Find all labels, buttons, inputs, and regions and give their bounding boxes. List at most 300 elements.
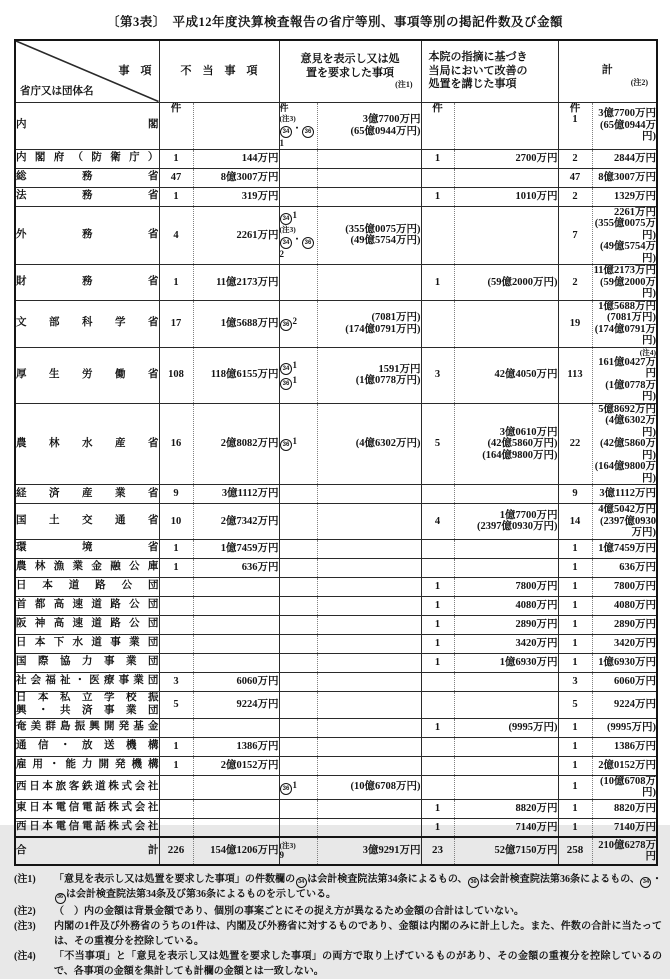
agency-name-cell: 内 閣 府 （ 防 衛 庁 ） — [15, 149, 159, 168]
header-wrongful-items: 不 当 事 項 — [159, 40, 279, 102]
table-row — [15, 485, 657, 504]
opinion-amount-cell — [317, 187, 421, 206]
header-total: 計 (注2) — [558, 40, 657, 102]
remedial-amount-cell — [454, 558, 558, 577]
agency-name-cell: 内 閣 — [15, 102, 159, 149]
wrongful-amount-cell — [193, 577, 279, 596]
agency-name-cell: 西 日 本 電 信 電 話 株 式 会 社 — [15, 818, 159, 837]
corner-label-item: 事 項 — [118, 65, 152, 77]
wrongful-amount-cell: 11億2173万円 — [193, 265, 279, 301]
total-amount-cell: (注4) 161億0427万円 (1億0778万円) — [592, 347, 657, 403]
table-row — [15, 634, 657, 653]
remedial-count-cell — [421, 539, 454, 558]
remedial-amount-cell: 2700万円 — [454, 149, 558, 168]
footnote-label: (注1) — [14, 874, 36, 885]
wrongful-count-cell: 47 — [159, 168, 193, 187]
total-count-cell: 7 — [558, 206, 592, 265]
circled-36-icon: 36 — [302, 126, 314, 138]
remedial-amount-cell — [454, 672, 558, 691]
total-amount-cell: 9224万円 — [592, 691, 657, 718]
agency-name-cell: 財 務 省 — [15, 265, 159, 301]
total-amount-cell: 11億2173万円 (59億2000万円) — [593, 265, 657, 299]
agency-name-cell: 雇 用 ・ 能 力 開 発 機 構 — [15, 756, 159, 775]
opinion-marks-cell — [279, 756, 317, 775]
circled-34-icon: 34 — [296, 877, 307, 888]
opinion-marks-cell: 36 2 — [279, 300, 317, 347]
table-row — [15, 718, 657, 737]
wrongful-amount-cell — [193, 596, 279, 615]
agency-name-cell: 農 林 水 産 省 — [15, 403, 159, 485]
agency-name-cell: 日 本 私 立 学 校 振 興 ・ 共 済 事 業 団 — [15, 691, 159, 718]
wrongful-count-cell — [159, 596, 193, 615]
remedial-amount-cell: 3億0610万円 (42億5860万円) (164億9800万円) — [454, 403, 558, 485]
total-count-cell: 9 — [558, 485, 592, 504]
grand-total-row — [15, 837, 657, 865]
circled-34-icon: 34 — [280, 213, 292, 225]
agency-name-cell: 国 際 協 力 事 業 団 — [15, 653, 159, 672]
total-count-cell: 14 — [558, 504, 592, 540]
wrongful-amount-cell: 1386万円 — [193, 737, 279, 756]
total-count-cell: 1 — [558, 634, 592, 653]
remedial-amount-cell — [454, 485, 558, 504]
table-row — [15, 504, 657, 540]
wrongful-amount-cell: 1億5688万円 — [193, 300, 279, 347]
wrongful-count-cell: 10 — [159, 504, 193, 540]
footnote-label: (注4) — [14, 951, 36, 962]
agency-name-cell: 厚 生 労 働 省 — [15, 347, 159, 403]
remedial-count-cell — [421, 691, 454, 718]
wrongful-count-cell: 1 — [159, 149, 193, 168]
wrongful-amount-cell — [193, 615, 279, 634]
total-count-cell: 2 — [558, 149, 592, 168]
footnote-text: 「意見を表示し又は処置を要求した事項」の件数欄の 34 は会計検査院法第34条によるもの、 36 は会計検査院法第36条によるもの、 34 ・36 は会計検査院法第34条及び第36条によるものを示している。 — [54, 873, 662, 904]
wrongful-amount-cell: 319万円 — [193, 187, 279, 206]
table-row — [15, 756, 657, 775]
total-amount-cell: 636万円 — [592, 558, 657, 577]
agency-name-cell: 首 都 高 速 道 路 公 団 — [15, 596, 159, 615]
circled-36-icon: 36 — [280, 319, 292, 331]
wrongful-amount-cell — [193, 653, 279, 672]
agency-name-cell: 経 済 産 業 省 — [15, 485, 159, 504]
opinion-marks-cell — [279, 168, 317, 187]
footnotes — [14, 873, 662, 979]
wrongful-count-cell — [159, 577, 193, 596]
wrongful-count-cell: 108 — [159, 347, 193, 403]
wrongful-count-cell: 4 — [159, 206, 193, 265]
opinion-amount-cell — [317, 539, 421, 558]
wrongful-count-cell: 5 — [159, 691, 193, 718]
wrongful-amount-cell — [193, 799, 279, 818]
opinion-amount-cell — [317, 149, 421, 168]
wrongful-count-cell — [159, 799, 193, 818]
circled-36-icon: 36 — [302, 237, 314, 249]
opinion-amount-cell — [317, 653, 421, 672]
total-count-cell: 1 — [558, 577, 592, 596]
remedial-count-cell: 件 — [421, 102, 454, 149]
total-count-cell: 1 — [558, 775, 592, 799]
remedial-amount-cell: (59億2000万円) — [454, 265, 558, 301]
circled-34-icon: 34 — [280, 126, 292, 138]
opinion-amount-cell — [317, 558, 421, 577]
total-amount-cell: 2844万円 — [592, 149, 657, 168]
remedial-amount-cell — [454, 300, 558, 347]
wrongful-count-cell: 1 — [159, 187, 193, 206]
remedial-amount-cell: 42億4050万円 — [454, 347, 558, 403]
total-amount-cell: 8億3007万円 — [592, 168, 657, 187]
remedial-amount-cell — [454, 737, 558, 756]
agency-name-cell: 合 計 — [15, 837, 159, 865]
table-row — [15, 265, 657, 301]
wrongful-count-cell: 1 — [159, 558, 193, 577]
opinion-marks-cell — [279, 818, 317, 837]
remedial-count-cell: 3 — [421, 347, 454, 403]
opinion-marks-cell — [279, 504, 317, 540]
table-row — [15, 653, 657, 672]
remedial-amount-cell — [454, 691, 558, 718]
opinion-marks-cell: (注3) 9 — [279, 837, 317, 865]
opinion-marks-cell — [279, 634, 317, 653]
opinion-amount-cell — [317, 265, 421, 301]
total-amount-cell: 4億5042万円 (2397億0930万円) — [592, 504, 657, 540]
opinion-amount-cell: (4億6302万円) — [317, 403, 421, 485]
wrongful-amount-cell: 8億3007万円 — [193, 168, 279, 187]
table-row — [15, 691, 657, 718]
total-amount-cell: 3億7700万円 (65億0944万円) — [592, 102, 657, 149]
total-amount-cell: 8820万円 — [592, 799, 657, 818]
remedial-amount-cell: 7140万円 — [454, 818, 558, 837]
opinion-amount-cell — [317, 485, 421, 504]
total-amount-cell: 2261万円 (355億0075万円) (49億5754万円) — [592, 206, 657, 265]
agency-name-cell: 日 本 道 路 公 団 — [15, 577, 159, 596]
remedial-count-cell — [421, 756, 454, 775]
total-count-cell: 1 — [558, 615, 592, 634]
opinion-amount-cell: 1591万円 (1億0778万円) — [317, 347, 421, 403]
remedial-count-cell: 5 — [421, 403, 454, 485]
circled-34-icon: 34 — [640, 877, 651, 888]
remedial-count-cell — [421, 737, 454, 756]
footnote-text: （ ）内の金額は背景金額であり、個別の事案ごとにその捉え方が異なるため金額の合計はしていない。 — [54, 905, 524, 917]
total-amount-cell: 5億8692万円 (4億6302万円) (42億5860万円) (164億9800万円) — [592, 403, 657, 485]
total-amount-cell: 1億6930万円 — [592, 653, 657, 672]
total-count-cell: 1 — [558, 539, 592, 558]
remedial-count-cell: 1 — [421, 718, 454, 737]
table-row — [15, 558, 657, 577]
total-amount-cell: 3420万円 — [592, 634, 657, 653]
wrongful-amount-cell — [193, 818, 279, 837]
table-row — [15, 596, 657, 615]
table-row — [15, 577, 657, 596]
total-amount-cell: (10億6708万円) — [592, 775, 657, 799]
remedial-amount-cell: 52億7150万円 — [454, 837, 558, 865]
opinion-amount-cell: 3億7700万円 (65億0944万円) — [317, 102, 421, 149]
wrongful-count-cell: 17 — [159, 300, 193, 347]
remedial-count-cell: 4 — [421, 504, 454, 540]
remedial-count-cell — [421, 168, 454, 187]
wrongful-amount-cell: 6060万円 — [193, 672, 279, 691]
total-count-cell: 3 — [558, 672, 592, 691]
opinion-amount-cell: (7081万円) (174億0791万円) — [317, 300, 421, 347]
total-count-cell: 258 — [558, 837, 592, 865]
opinion-marks-cell: 34 1 (注3) 34 ・ 362 — [279, 206, 317, 265]
agency-name-cell: 外 務 省 — [15, 206, 159, 265]
footnote — [14, 920, 662, 949]
remedial-amount-cell: 8820万円 — [454, 799, 558, 818]
remedial-count-cell: 1 — [421, 265, 454, 301]
wrongful-count-cell — [159, 718, 193, 737]
opinion-amount-cell — [317, 634, 421, 653]
opinion-amount-cell — [317, 818, 421, 837]
header-row — [15, 40, 657, 102]
total-amount-cell: 3億1112万円 — [592, 485, 657, 504]
wrongful-amount-cell: 2261万円 — [193, 206, 279, 265]
table-row — [15, 672, 657, 691]
opinion-amount-cell — [317, 615, 421, 634]
wrongful-count-cell — [159, 818, 193, 837]
total-count-cell: 1 — [558, 596, 592, 615]
table-row — [15, 403, 657, 485]
agency-name-cell: 農 林 漁 業 金 融 公 庫 — [15, 558, 159, 577]
total-amount-cell: (9995万円) — [592, 718, 657, 737]
wrongful-count-cell: 1 — [159, 737, 193, 756]
wrongful-amount-cell — [193, 718, 279, 737]
total-count-cell: 件 1 — [558, 102, 592, 149]
remedial-amount-cell: 7800万円 — [454, 577, 558, 596]
remedial-amount-cell: 1億7700万円 (2397億0930万円) — [454, 504, 558, 540]
wrongful-amount-cell: 1億7459万円 — [193, 539, 279, 558]
opinion-marks-cell: 36 1 — [279, 403, 317, 485]
opinion-amount-cell — [317, 799, 421, 818]
footnote — [14, 905, 662, 920]
remedial-count-cell: 1 — [421, 653, 454, 672]
wrongful-count-cell: 1 — [159, 756, 193, 775]
opinion-marks-cell — [279, 187, 317, 206]
remedial-count-cell — [421, 775, 454, 799]
opinion-amount-cell — [317, 596, 421, 615]
remedial-amount-cell — [454, 102, 558, 149]
wrongful-amount-cell: 3億1112万円 — [193, 485, 279, 504]
remedial-count-cell: 1 — [421, 577, 454, 596]
wrongful-count-cell — [159, 634, 193, 653]
agency-name-cell: 東 日 本 電 信 電 話 株 式 会 社 — [15, 799, 159, 818]
opinion-marks-cell — [279, 149, 317, 168]
remedial-count-cell: 23 — [421, 837, 454, 865]
total-amount-cell: 1329万円 — [592, 187, 657, 206]
wrongful-amount-cell — [193, 634, 279, 653]
opinion-amount-cell — [317, 168, 421, 187]
table-row — [15, 102, 657, 149]
table-row — [15, 206, 657, 265]
total-amount-cell: 1億7459万円 — [592, 539, 657, 558]
table-row — [15, 300, 657, 347]
remedial-count-cell — [421, 206, 454, 265]
wrongful-count-cell — [159, 615, 193, 634]
opinion-amount-cell — [317, 718, 421, 737]
table-row — [15, 539, 657, 558]
agency-name-cell: 文 部 科 学 省 — [15, 300, 159, 347]
wrongful-amount-cell — [193, 102, 279, 149]
remedial-count-cell: 1 — [421, 187, 454, 206]
wrongful-count-cell: 1 — [159, 539, 193, 558]
total-count-cell: 1 — [558, 799, 592, 818]
remedial-amount-cell: 4080万円 — [454, 596, 558, 615]
total-count-cell: 2 — [558, 265, 592, 301]
remedial-amount-cell — [454, 539, 558, 558]
circled-36-icon: 36 — [55, 893, 66, 904]
circled-36-icon: 36 — [280, 783, 292, 795]
total-amount-cell: 1386万円 — [592, 737, 657, 756]
remedial-amount-cell — [454, 756, 558, 775]
opinion-amount-cell — [317, 756, 421, 775]
remedial-count-cell: 1 — [421, 634, 454, 653]
opinion-marks-cell — [279, 691, 317, 718]
opinion-marks-cell — [279, 265, 317, 301]
agency-name-cell: 国 土 交 通 省 — [15, 504, 159, 540]
opinion-marks-cell — [279, 558, 317, 577]
total-count-cell: 19 — [558, 300, 592, 347]
wrongful-amount-cell: 9224万円 — [193, 691, 279, 718]
remedial-count-cell — [421, 485, 454, 504]
total-count-cell: 1 — [558, 737, 592, 756]
opinion-marks-cell — [279, 653, 317, 672]
opinion-marks-cell: 36 1 — [279, 775, 317, 799]
table-row — [15, 168, 657, 187]
agency-name-cell: 通 信 ・ 放 送 機 構 — [15, 737, 159, 756]
audit-table — [14, 39, 658, 866]
table-row — [15, 818, 657, 837]
total-amount-cell: 1億5688万円 (7081万円) (174億0791万円) — [592, 300, 657, 347]
footnote — [14, 873, 662, 904]
agency-name-cell: 阪 神 高 速 道 路 公 団 — [15, 615, 159, 634]
opinion-amount-cell — [317, 737, 421, 756]
wrongful-count-cell: 3 — [159, 672, 193, 691]
table-row — [15, 737, 657, 756]
opinion-amount-cell — [317, 672, 421, 691]
total-amount-cell: 7800万円 — [592, 577, 657, 596]
wrongful-count-cell: 件 — [159, 102, 193, 149]
wrongful-amount-cell: 636万円 — [193, 558, 279, 577]
opinion-marks-cell — [279, 615, 317, 634]
agency-name-cell: 日 本 下 水 道 事 業 団 — [15, 634, 159, 653]
remedial-count-cell: 1 — [421, 149, 454, 168]
circled-36-icon: 36 — [468, 877, 479, 888]
page-title: 〔第3表〕 平成12年度決算検査報告の省庁等別、事項等別の掲記件数及び金額 — [106, 15, 563, 29]
opinion-marks-cell — [279, 577, 317, 596]
wrongful-amount-cell: 118億6155万円 — [193, 347, 279, 403]
total-amount-cell: 210億6278万円 — [592, 837, 657, 865]
table-row — [15, 615, 657, 634]
table-row — [15, 775, 657, 799]
total-count-cell: 1 — [558, 756, 592, 775]
total-amount-cell: 2890万円 — [592, 615, 657, 634]
opinion-marks-cell — [279, 718, 317, 737]
footnote-label: (注2) — [14, 905, 36, 917]
opinion-amount-cell — [317, 504, 421, 540]
opinion-marks-cell — [279, 737, 317, 756]
table-row — [15, 149, 657, 168]
wrongful-amount-cell: 154億1206万円 — [193, 837, 279, 865]
opinion-amount-cell — [317, 577, 421, 596]
remedial-count-cell: 1 — [421, 799, 454, 818]
remedial-amount-cell — [454, 168, 558, 187]
wrongful-amount-cell — [193, 775, 279, 799]
wrongful-amount-cell: 2億8082万円 — [193, 403, 279, 485]
agency-name-cell: 環 境 省 — [15, 539, 159, 558]
remedial-amount-cell — [454, 775, 558, 799]
note2-ref: (注2) — [630, 77, 649, 87]
opinion-marks-cell — [279, 539, 317, 558]
remedial-count-cell: 1 — [421, 818, 454, 837]
agency-name-cell: 総 務 省 — [15, 168, 159, 187]
wrongful-count-cell — [159, 775, 193, 799]
opinion-marks-cell: 34 1 36 1 — [279, 347, 317, 403]
opinion-amount-cell: 3億9291万円 — [317, 837, 421, 865]
wrongful-count-cell: 16 — [159, 403, 193, 485]
total-amount-cell: 6060万円 — [592, 672, 657, 691]
opinion-marks-cell: 件 (注3) 34 ・ 361 — [279, 102, 317, 149]
footnote — [14, 950, 662, 979]
footnote-text: 内閣の1件及び外務省のうちの1件は、内閣及び外務省に対するものであり、金額は内閣のみに計上した。また、件数の合計に当たっては、その重複分を控除している。 — [54, 921, 662, 947]
table-row — [15, 347, 657, 403]
circled-34-icon: 34 — [280, 363, 292, 375]
remedial-amount-cell: 2890万円 — [454, 615, 558, 634]
agency-name-cell: 西 日 本 旅 客 鉄 道 株 式 会 社 — [15, 775, 159, 799]
agency-name-cell: 法 務 省 — [15, 187, 159, 206]
total-count-cell: 5 — [558, 691, 592, 718]
wrongful-count-cell: 1 — [159, 265, 193, 301]
footnote-text: 「不当事項」と「意見を表示し又は処置を要求した事項」の両方で取り上げているものがあり、その金額の重複分を控除しているので、各事項の金額を集計しても計欄の金額とは一致しない。 — [54, 951, 662, 977]
opinion-marks-cell — [279, 799, 317, 818]
wrongful-amount-cell: 2億7342万円 — [193, 504, 279, 540]
remedial-count-cell — [421, 300, 454, 347]
total-amount-cell: 7140万円 — [592, 818, 657, 837]
total-count-cell: 2 — [558, 187, 592, 206]
remedial-amount-cell: 3420万円 — [454, 634, 558, 653]
remedial-amount-cell — [454, 206, 558, 265]
remedial-count-cell — [421, 558, 454, 577]
opinion-amount-cell — [317, 691, 421, 718]
circled-36-icon: 36 — [280, 378, 292, 390]
corner-label-agency: 省庁又は団体名 — [20, 85, 94, 97]
agency-name-cell: 社 会 福 祉 ・ 医 療 事 業 団 — [15, 672, 159, 691]
remedial-count-cell: 1 — [421, 596, 454, 615]
total-count-cell: 1 — [558, 653, 592, 672]
table-row — [15, 187, 657, 206]
opinion-marks-cell — [279, 485, 317, 504]
table-row — [15, 799, 657, 818]
remedial-amount-cell: 1010万円 — [454, 187, 558, 206]
total-amount-cell: 2億0152万円 — [592, 756, 657, 775]
wrongful-amount-cell: 2億0152万円 — [193, 756, 279, 775]
total-amount-cell: 4080万円 — [592, 596, 657, 615]
footnote-label: (注3) — [14, 921, 36, 932]
total-count-cell: 1 — [558, 818, 592, 837]
wrongful-count-cell: 9 — [159, 485, 193, 504]
total-count-cell: 47 — [558, 168, 592, 187]
corner-header-cell — [15, 40, 159, 102]
wrongful-count-cell — [159, 653, 193, 672]
total-count-cell: 113 — [558, 347, 592, 403]
header-remedial-items: 本院の指摘に基づき 当局において改善の 処置を講じた事項 — [421, 40, 558, 102]
total-count-cell: 1 — [558, 718, 592, 737]
header-opinion-items: 意見を表示し又は処 置を要求した事項 (注1) — [279, 40, 421, 102]
opinion-marks-cell — [279, 596, 317, 615]
remedial-count-cell: 1 — [421, 615, 454, 634]
opinion-amount-cell: (355億0075万円) (49億5754万円) — [317, 206, 421, 265]
wrongful-count-cell: 226 — [159, 837, 193, 865]
remedial-amount-cell: (9995万円) — [454, 718, 558, 737]
opinion-amount-cell: (10億6708万円) — [317, 775, 421, 799]
circled-36-icon: 36 — [280, 439, 292, 451]
